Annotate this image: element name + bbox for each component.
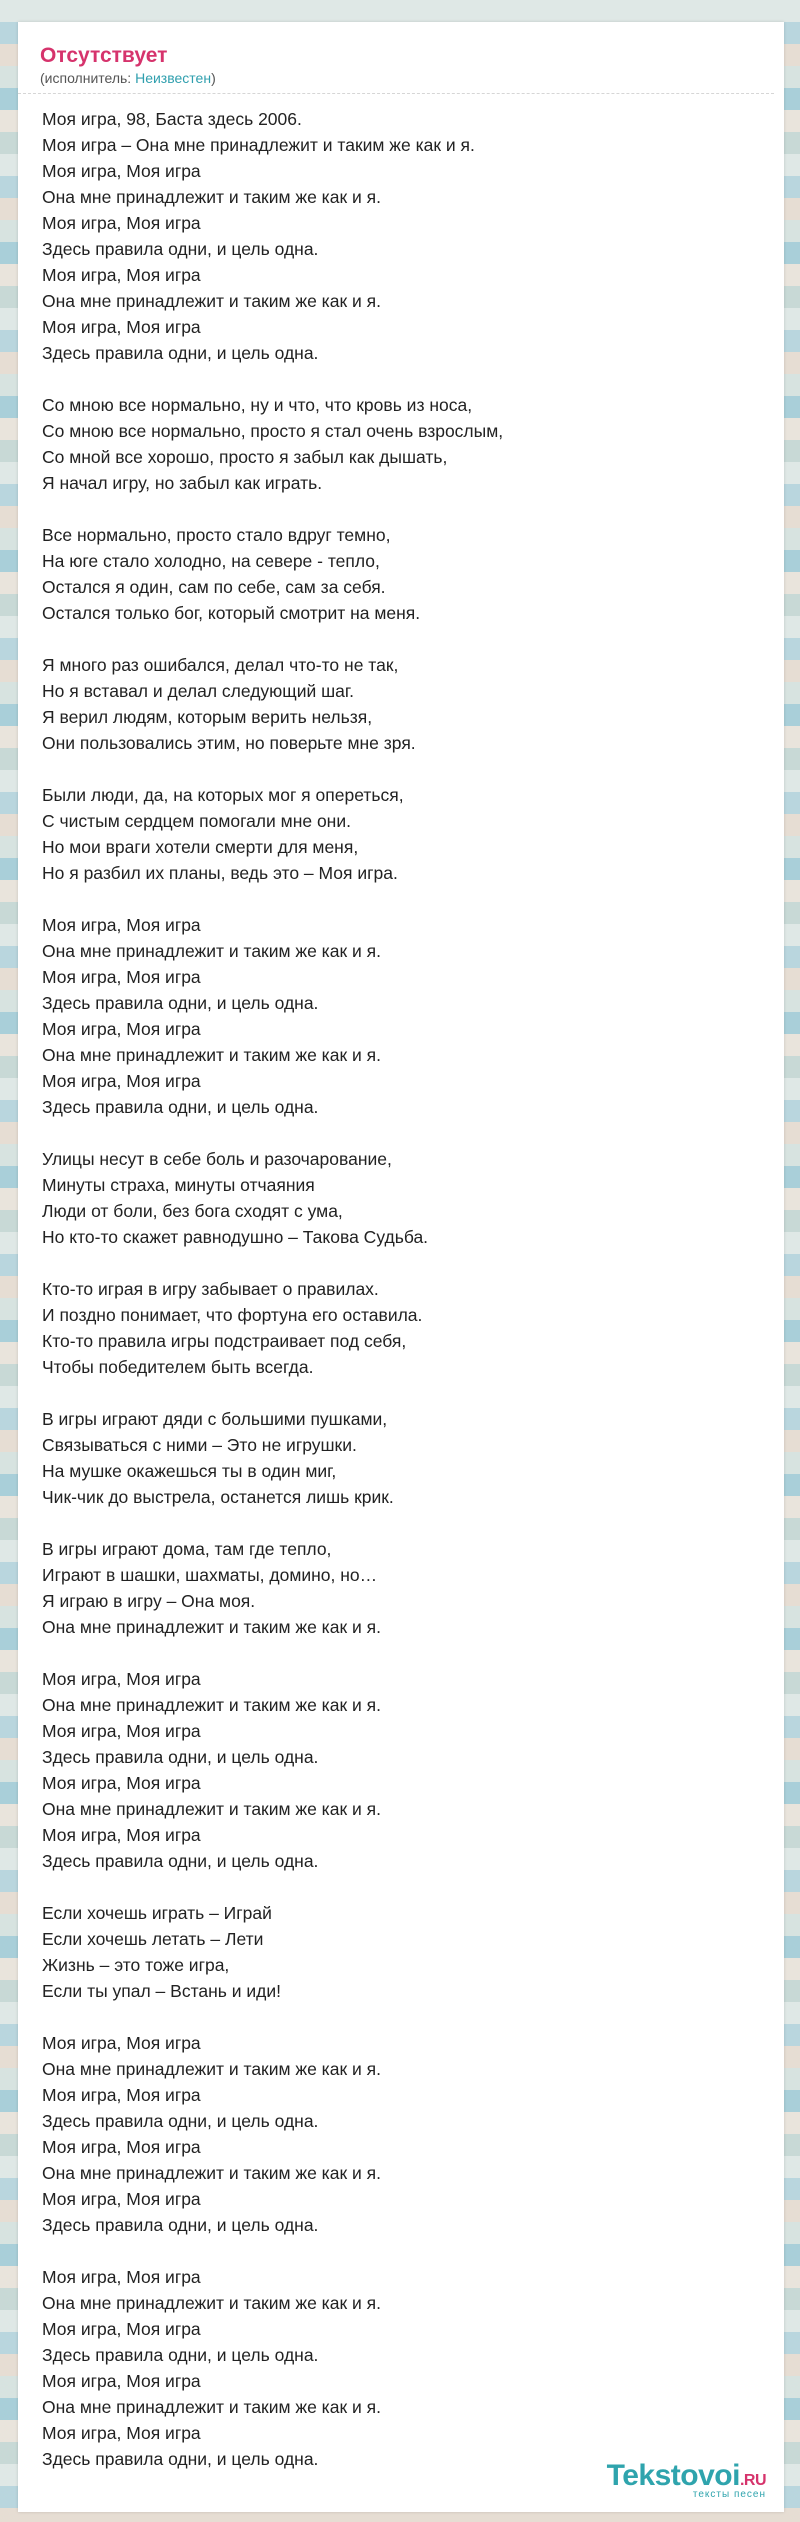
stanza-break — [42, 756, 762, 782]
lyrics-card — [18, 22, 784, 2512]
lyric-line: Я верил людям, которым верить нельзя, — [42, 707, 373, 727]
lyric-line: Моя игра, Моя игра — [42, 967, 201, 987]
lyric-line: Играют в шашки, шахматы, домино, но… — [42, 1565, 378, 1585]
lyric-line: На мушке окажешься ты в один миг, — [42, 1461, 337, 1481]
lyric-line: Моя игра, Моя игра — [42, 2423, 201, 2443]
artist-prefix: (исполнитель: — [40, 70, 136, 86]
lyric-line: Чтобы победителем быть всегда. — [42, 1357, 314, 1377]
lyric-line: Она мне принадлежит и таким же как и я. — [42, 1695, 381, 1715]
lyric-line: Она мне принадлежит и таким же как и я. — [42, 2163, 381, 2183]
artist-suffix: ) — [211, 70, 216, 86]
lyric-line: Моя игра, 98, Баста здесь 2006. — [42, 109, 302, 129]
lyrics-text — [42, 106, 762, 2472]
lyric-line: В игры играют дяди с большими пушками, — [42, 1409, 388, 1429]
lyric-line: Они пользовались этим, но поверьте мне зря. — [42, 733, 416, 753]
lyric-line: Со мной все хорошо, просто я забыл как дышать, — [42, 447, 448, 467]
lyric-line: Кто-то правила игры подстраивает под себя, — [42, 1331, 407, 1351]
lyric-line: Моя игра, Моя игра — [42, 2189, 201, 2209]
stanza-break — [42, 1640, 762, 1666]
stanza-break — [42, 1510, 762, 1536]
lyric-line: Она мне принадлежит и таким же как и я. — [42, 2059, 381, 2079]
lyric-line: Но я вставал и делал следующий шаг. — [42, 681, 354, 701]
lyric-line: Моя игра, Моя игра — [42, 2371, 201, 2391]
song-header — [18, 22, 774, 94]
lyric-line: Она мне принадлежит и таким же как и я. — [42, 1617, 381, 1637]
lyric-line: Моя игра – Она мне принадлежит и таким же как и я. — [42, 135, 475, 155]
lyric-line: Все нормально, просто стало вдруг темно, — [42, 525, 391, 545]
logo-tagline: тексты песен — [692, 2489, 766, 2500]
lyric-line: Моя игра, Моя игра — [42, 161, 201, 181]
lyric-line: Со мною все нормально, просто я стал очень взрослым, — [42, 421, 504, 441]
lyric-line: Моя игра, Моя игра — [42, 2319, 201, 2339]
lyric-line: Моя игра, Моя игра — [42, 2085, 201, 2105]
lyric-line: Здесь правила одни, и цель одна. — [42, 2449, 319, 2469]
lyric-line: Она мне принадлежит и таким же как и я. — [42, 1799, 381, 1819]
lyric-line: Жизнь – это тоже игра, — [42, 1955, 230, 1975]
lyric-line: Здесь правила одни, и цель одна. — [42, 1747, 319, 1767]
lyric-line: Моя игра, Моя игра — [42, 1825, 201, 1845]
lyric-line: Моя игра, Моя игра — [42, 1071, 201, 1091]
lyric-line: Связываться с ними – Это не игрушки. — [42, 1435, 357, 1455]
lyric-line: Я много раз ошибался, делал что-то не так, — [42, 655, 399, 675]
lyric-line: Моя игра, Моя игра — [42, 1773, 201, 1793]
lyric-line: Моя игра, Моя игра — [42, 2267, 201, 2287]
lyric-line: Здесь правила одни, и цель одна. — [42, 1851, 319, 1871]
stanza-break — [42, 496, 762, 522]
lyric-line: В игры играют дома, там где тепло, — [42, 1539, 332, 1559]
stanza-break — [42, 1120, 762, 1146]
lyric-line: Улицы несут в себе боль и разочарование, — [42, 1149, 392, 1169]
lyric-line: Кто-то играя в игру забывает о правилах. — [42, 1279, 379, 1299]
lyric-line: Моя игра, Моя игра — [42, 1669, 201, 1689]
lyric-line: Она мне принадлежит и таким же как и я. — [42, 187, 381, 207]
stanza-break — [42, 1874, 762, 1900]
lyric-line: Остался только бог, который смотрит на меня. — [42, 603, 421, 623]
lyric-line: Здесь правила одни, и цель одна. — [42, 2345, 319, 2365]
lyric-line: С чистым сердцем помогали мне они. — [42, 811, 351, 831]
song-title: Отсутствует — [40, 44, 168, 67]
stanza-break — [42, 886, 762, 912]
lyric-line: Если хочешь летать – Лети — [42, 1929, 264, 1949]
logo-main-text: Tekstovoi — [606, 2459, 740, 2492]
stanza-break — [42, 626, 762, 652]
lyric-line: Моя игра, Моя игра — [42, 317, 201, 337]
lyric-line: Если ты упал – Встань и иди! — [42, 1981, 282, 2001]
lyric-line: Если хочешь играть – Играй — [42, 1903, 272, 1923]
lyric-line: Но мои враги хотели смерти для меня, — [42, 837, 359, 857]
lyric-line: Моя игра, Моя игра — [42, 265, 201, 285]
lyric-line: Я играю в игру – Она моя. — [42, 1591, 256, 1611]
lyric-line: Но я разбил их планы, ведь это – Моя игра. — [42, 863, 398, 883]
lyric-line: Чик-чик до выстрела, останется лишь крик. — [42, 1487, 394, 1507]
lyric-line: Она мне принадлежит и таким же как и я. — [42, 941, 381, 961]
lyric-line: Моя игра, Моя игра — [42, 2033, 201, 2053]
lyric-line: Со мною все нормально, ну и что, что кровь из носа, — [42, 395, 473, 415]
logo-tld: .RU — [739, 2472, 766, 2489]
lyric-line: Здесь правила одни, и цель одна. — [42, 1097, 319, 1117]
lyric-line: Здесь правила одни, и цель одна. — [42, 2111, 319, 2131]
logo-wordmark — [607, 2459, 766, 2493]
lyric-line: Минуты страха, минуты отчаяния — [42, 1175, 315, 1195]
lyric-line: Здесь правила одни, и цель одна. — [42, 239, 319, 259]
lyric-line: Здесь правила одни, и цель одна. — [42, 2215, 319, 2235]
lyric-line: Были люди, да, на которых мог я опереться, — [42, 785, 404, 805]
lyric-line: Моя игра, Моя игра — [42, 213, 201, 233]
lyric-line: Она мне принадлежит и таким же как и я. — [42, 2293, 381, 2313]
artist-line — [40, 70, 754, 86]
lyric-line: Моя игра, Моя игра — [42, 1721, 201, 1741]
site-logo[interactable] — [607, 2459, 766, 2500]
lyric-line: Остался я один, сам по себе, сам за себя. — [42, 577, 386, 597]
stanza-break — [42, 1380, 762, 1406]
lyric-line: Моя игра, Моя игра — [42, 2137, 201, 2157]
stanza-break — [42, 1250, 762, 1276]
lyric-line: Люди от боли, без бога сходят с ума, — [42, 1201, 343, 1221]
lyric-line: Она мне принадлежит и таким же как и я. — [42, 1045, 381, 1065]
lyric-line: Я начал игру, но забыл как играть. — [42, 473, 323, 493]
lyric-line: И поздно понимает, что фортуна его оставила. — [42, 1305, 423, 1325]
lyric-line: Здесь правила одни, и цель одна. — [42, 993, 319, 1013]
lyric-line: Здесь правила одни, и цель одна. — [42, 343, 319, 363]
artist-link[interactable]: Неизвестен — [135, 70, 212, 86]
lyric-line: Она мне принадлежит и таким же как и я. — [42, 291, 381, 311]
stanza-break — [42, 2004, 762, 2030]
lyric-line: Моя игра, Моя игра — [42, 915, 201, 935]
lyric-line: Но кто-то скажет равнодушно – Такова Судьба. — [42, 1227, 429, 1247]
stanza-break — [42, 366, 762, 392]
lyric-line: Моя игра, Моя игра — [42, 1019, 201, 1039]
lyric-line: Она мне принадлежит и таким же как и я. — [42, 2397, 381, 2417]
stanza-break — [42, 2238, 762, 2264]
lyric-line: На юге стало холодно, на севере - тепло, — [42, 551, 380, 571]
